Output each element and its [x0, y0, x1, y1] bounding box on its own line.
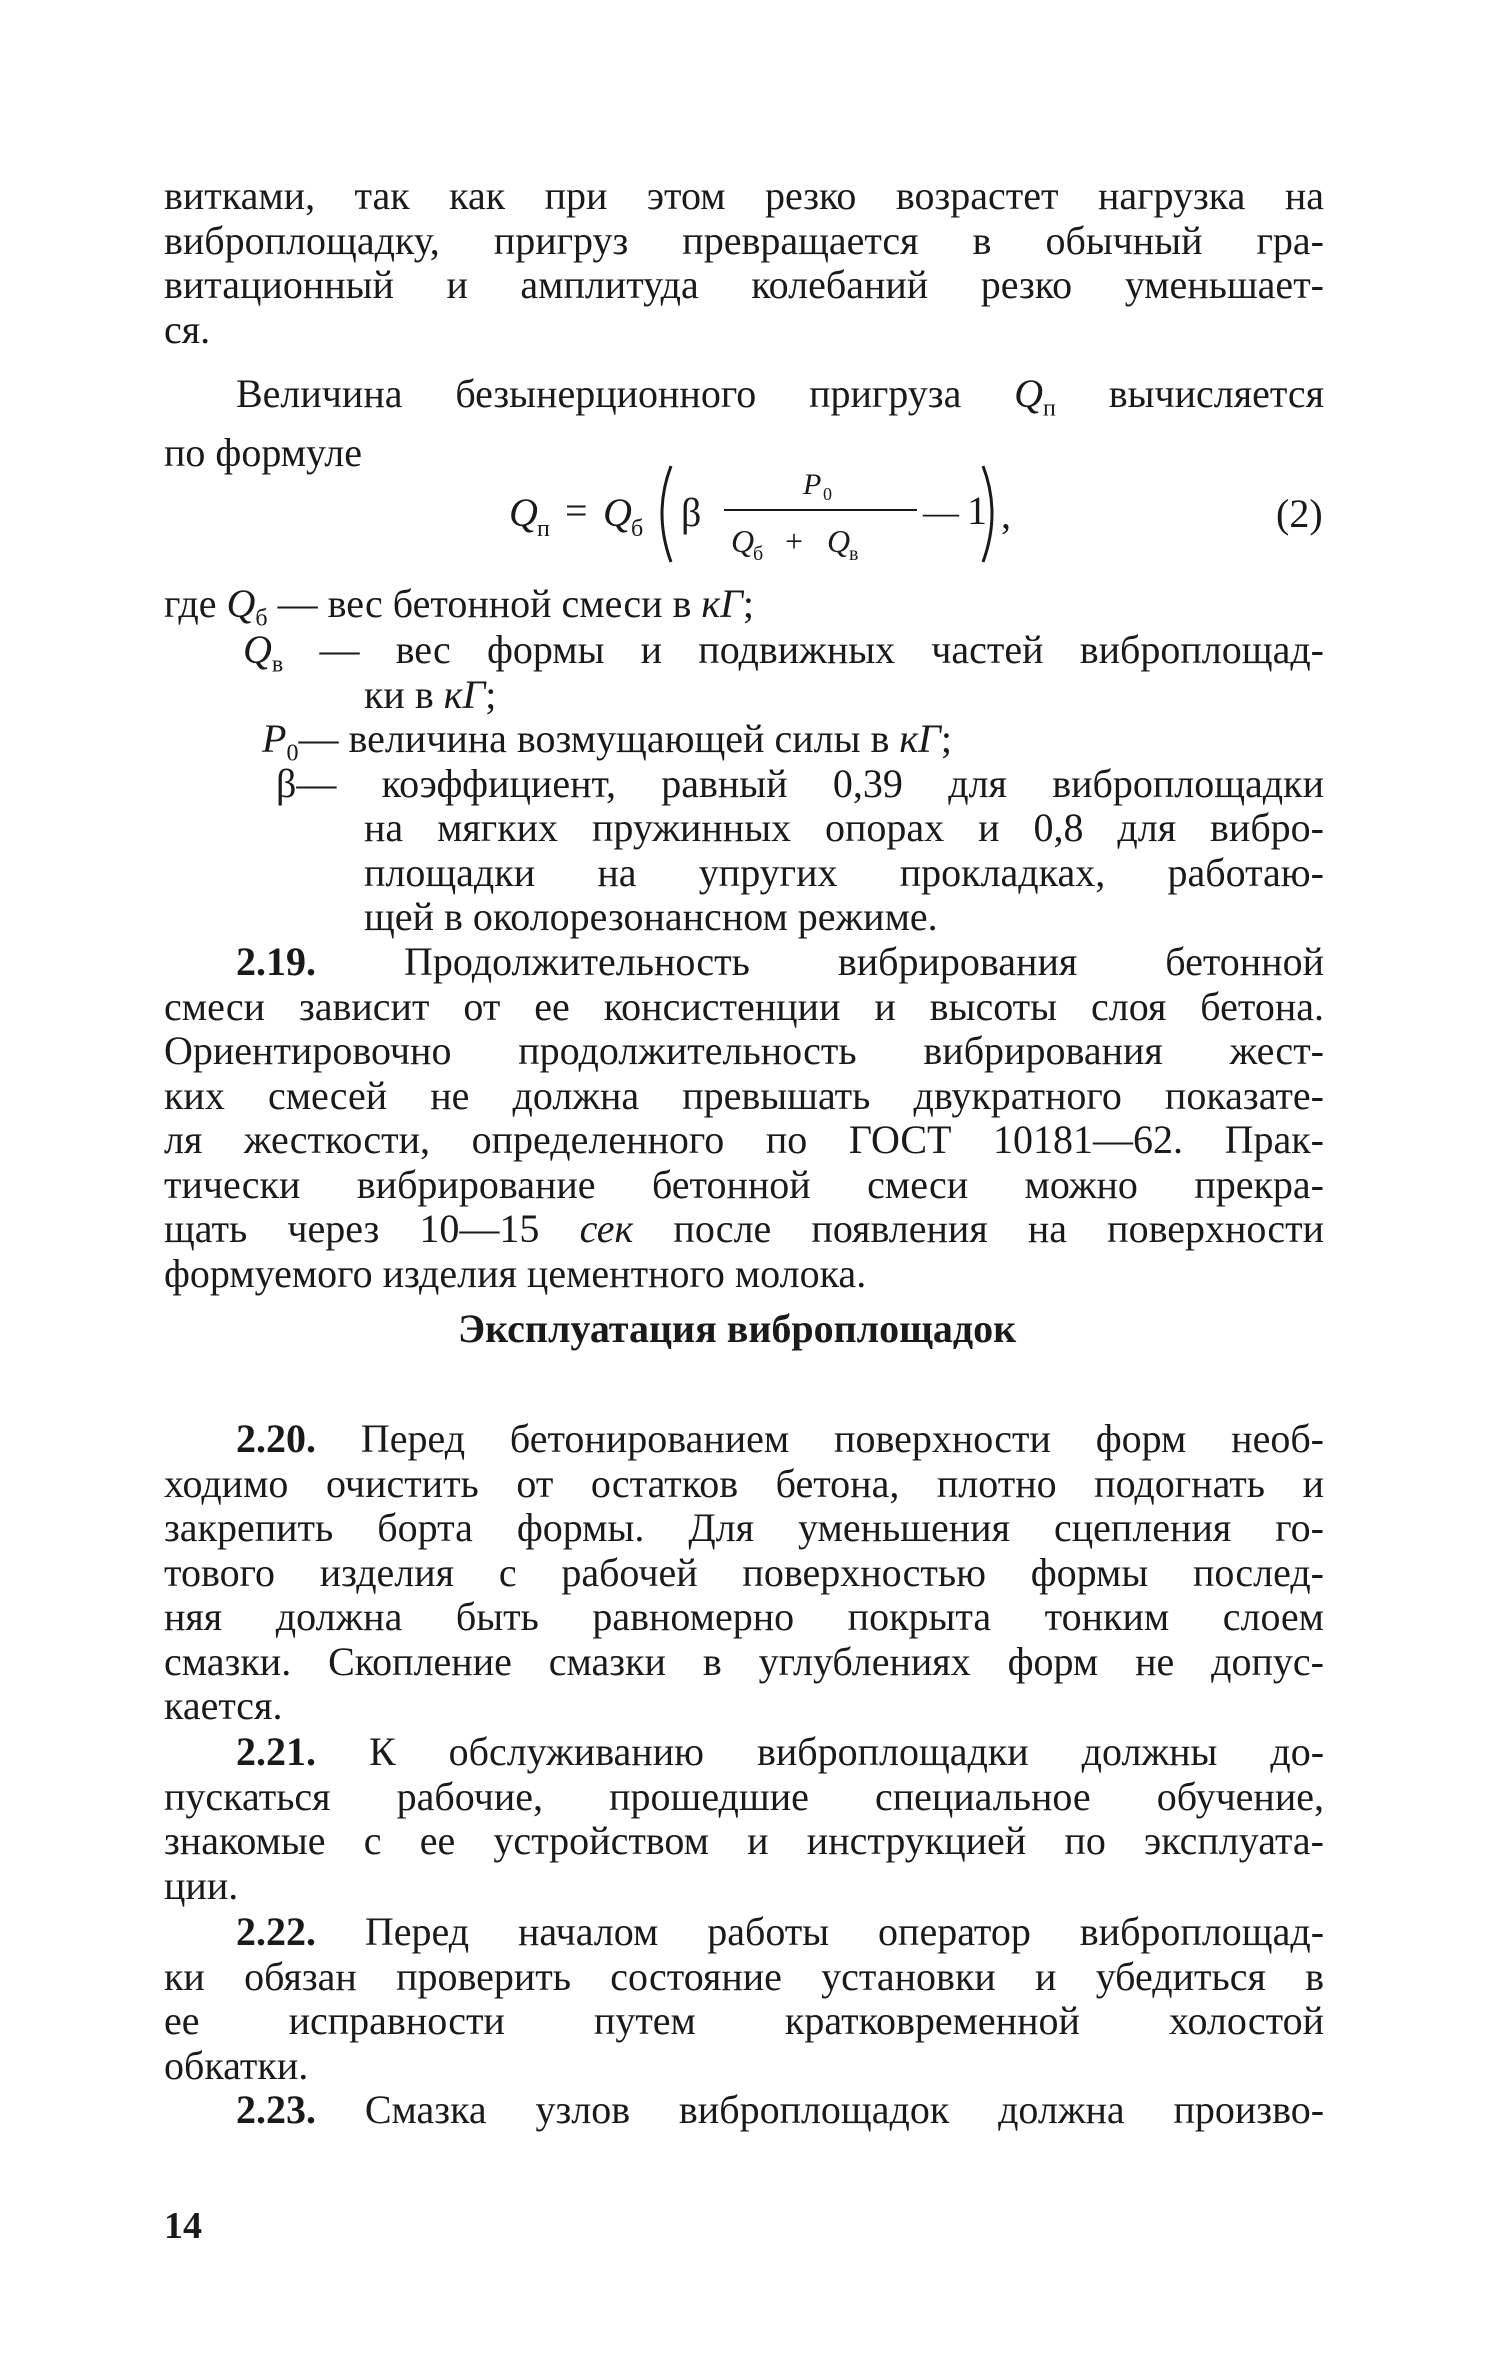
text-line: тически вибрирование бетонной смеси можно прекра- [164, 1161, 1324, 1207]
section-number: 2.19. [236, 939, 316, 984]
definition-qv-cont: ки в кГ; [364, 672, 497, 717]
left-paren [662, 466, 671, 562]
text-line: смазки. Скопление смазки в углублениях форм не допус- [164, 1638, 1324, 1684]
formula-equals: = [565, 488, 588, 533]
text-line: витками, так как при этом резко возрастет нагрузка на [164, 173, 1324, 218]
section-2-23 [164, 2088, 1324, 2133]
text-line: 2.23. Смазка узлов виброплощадок должна произво- [236, 2087, 1325, 2132]
formula-den-a-sub: б [753, 543, 764, 565]
section-number: 2.23. [236, 2087, 316, 2132]
text-line: пускаться рабочие, прошедшие специальное обучение, [164, 1773, 1324, 1819]
definition-where: где $Q_б$ — вес бетонной смеси в кГ; [164, 581, 755, 632]
text-line: ходимо очистить от остатков бетона, плотно подогнать и [164, 1460, 1324, 1506]
section-2-21 [164, 1730, 1324, 1908]
text-line: формуемого изделия цементного молока. [164, 1250, 867, 1296]
section-2-19 [164, 940, 1324, 1296]
formula-q: Q [603, 490, 632, 535]
text-line: β— коэффициент, равный 0,39 для виброплощадки [276, 761, 1324, 806]
text-line: смеси зависит от ее консистенции и высоты слоя бетона. [164, 983, 1324, 1029]
text-line: 2.20. Перед бетонированием поверхности форм необ- [236, 1416, 1324, 1461]
text-line: 2.21. К обслуживанию виброплощадки должны до- [236, 1729, 1325, 1774]
text-line: тового изделия с рабочей поверхностью формы послед- [164, 1549, 1324, 1595]
formula-den-a: Q [731, 523, 755, 559]
text-line: Ориентировочно продолжительность вибрирования жест- [164, 1028, 1324, 1073]
formula-2 [509, 458, 1049, 568]
formula-den-b: Q [827, 523, 851, 559]
page-number: 14 [164, 2205, 202, 2247]
text-line: кается. [164, 1683, 283, 1728]
text-line: ки обязан проверить состояние установки и убедиться в [164, 1953, 1324, 1999]
formula-numerator-sub: 0 [823, 484, 832, 504]
text-line: знакомые с ее устройством и инструкцией по эксплуата- [164, 1818, 1324, 1863]
formula-q-sub: б [631, 516, 644, 542]
text-line: закрепить борта формы. Для уменьшения сцепления го- [164, 1505, 1324, 1550]
definition-beta-cont [364, 806, 1324, 940]
text-line: площадки на упругих прокладках, работаю- [364, 849, 1324, 895]
section-2-22 [164, 1910, 1324, 2088]
text-line: ких смесей не должна превышать двукратного показате- [164, 1072, 1324, 1118]
section-number: 2.21. [236, 1729, 316, 1774]
text-line: обкатки. [164, 2042, 309, 2088]
intro-paragraph [164, 174, 1324, 352]
section-heading: Эксплуатация виброплощадок [458, 1306, 1017, 1351]
formula-number: (2) [1276, 491, 1323, 536]
formula-plus: + [785, 523, 804, 559]
text-line: ее исправности путем кратковременной холостой [164, 1998, 1324, 2043]
formula-lhs: Q [509, 490, 538, 535]
section-number: 2.22. [236, 1909, 316, 1954]
formula-beta: β [681, 490, 702, 535]
section-number: 2.20. [236, 1416, 316, 1461]
formula-one: 1 [967, 488, 987, 533]
formula-den-b-sub: в [849, 543, 859, 565]
text-line: Величина безынерционного пригруза $Q_п$ вычисляется [236, 371, 1324, 422]
formula-minus: — [923, 492, 959, 532]
text-line: ся. [164, 306, 211, 352]
definition-beta [276, 762, 1324, 807]
formula-lhs-sub: п [537, 516, 550, 542]
text-line: ции. [164, 1862, 239, 1908]
text-line: щать через 10—15 сек после появления на поверхности [164, 1206, 1325, 1251]
text-line: 2.19. Продолжительность вибрирования бетонной [236, 939, 1324, 984]
text-line: ля жесткости, определенного по ГОСТ 10181—62. Прак- [164, 1117, 1324, 1162]
text-line: на мягких пружинных опорах и 0,8 для вибро- [364, 805, 1324, 850]
formula-comma: , [1001, 492, 1011, 537]
text-line: витационный и амплитуда колебаний резко уменьшает- [164, 262, 1324, 307]
section-2-20 [164, 1417, 1324, 1729]
formula-numerator: P [803, 468, 822, 501]
text-line: $Q_в$ — вес формы и подвижных частей виброплощад- [243, 627, 1324, 678]
definition-p0: $P_0—$ величина возмущающей силы в кГ; [262, 716, 952, 767]
text-line: по формуле [164, 429, 362, 475]
text-line: щей в околорезонансном режиме. [364, 894, 938, 939]
text-line: виброплощадку, пригруз превращается в обычный гра- [164, 217, 1324, 263]
text-line: 2.22. Перед началом работы оператор виброплощад- [236, 1909, 1325, 1954]
text-line: няя должна быть равномерно покрыта тонким слоем [164, 1594, 1324, 1639]
